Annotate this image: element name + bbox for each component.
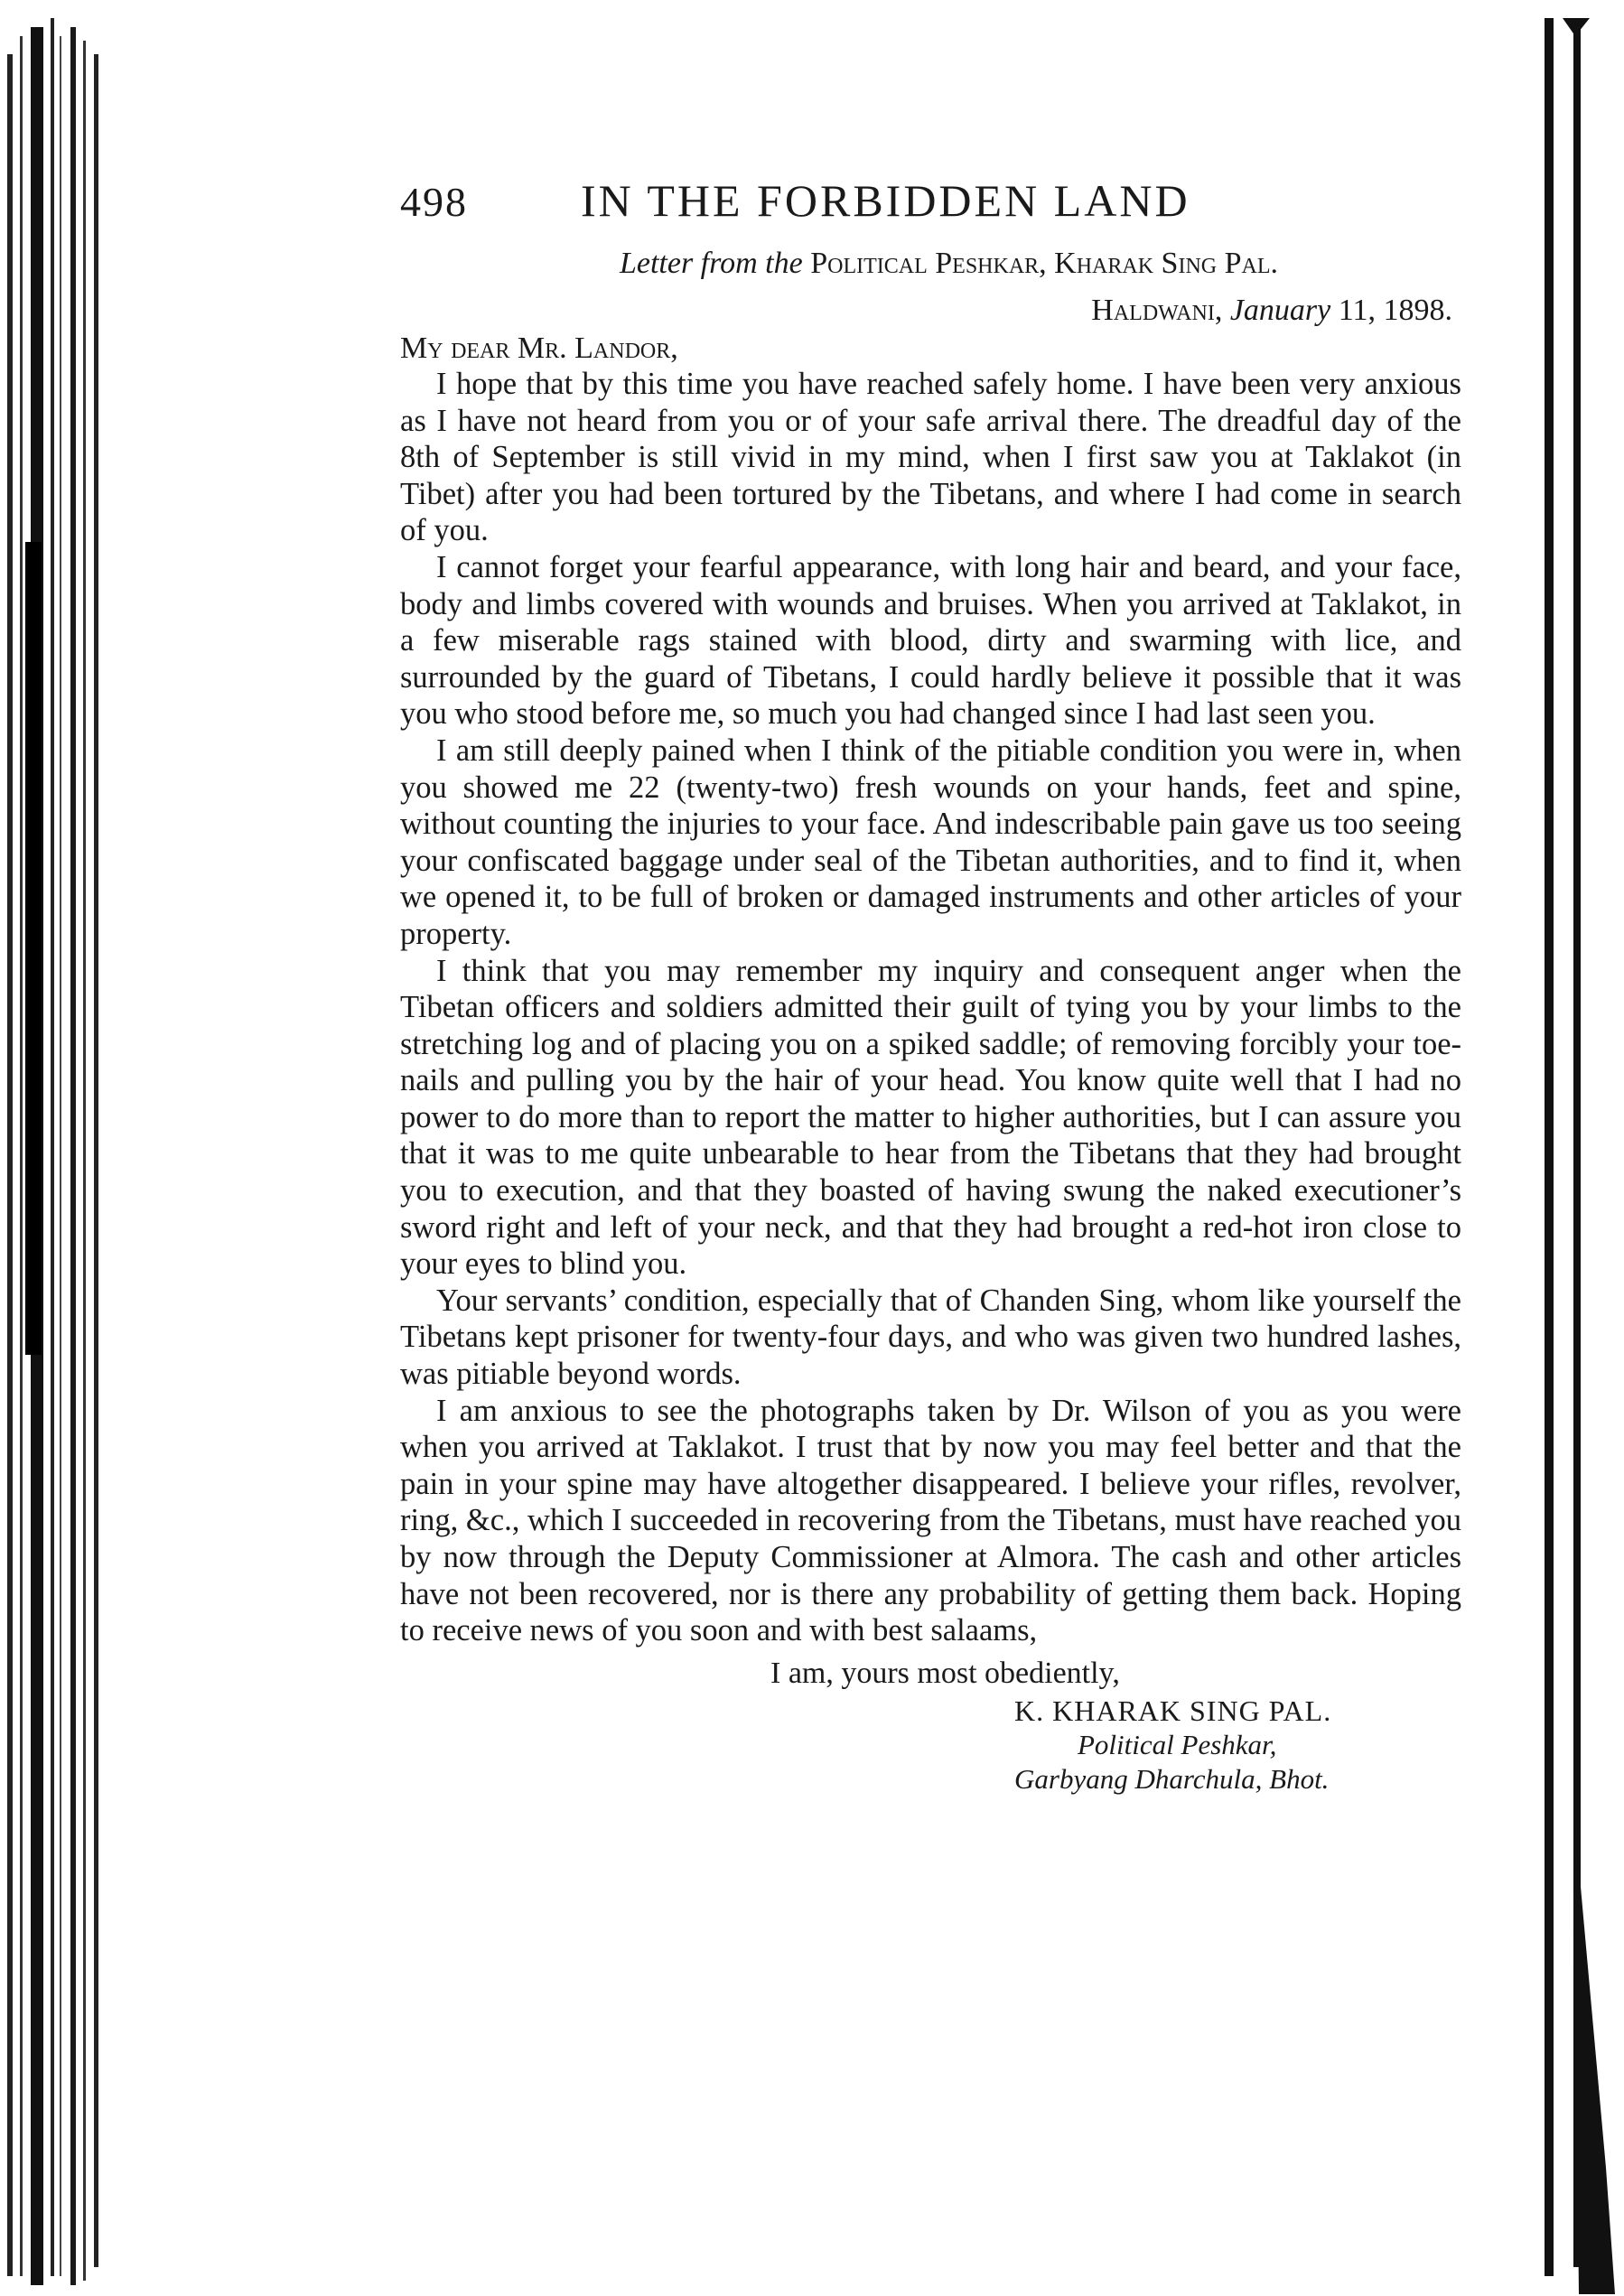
- signature-name: K. KHARAK SING PAL.: [1014, 1694, 1332, 1727]
- letter-heading-italic: Letter from the: [619, 247, 803, 280]
- dateline-day-year: 11, 1898.: [1338, 294, 1452, 327]
- signature-place: Garbyang Dharchula, Bhot.: [1014, 1762, 1330, 1795]
- salutation: My dear Mr. Landor,: [400, 331, 678, 365]
- paragraph: I think that you may remember my inquiry and consequent anger when the Tibetan officers and soldiers admitted their guilt of tying you by your limbs to the stretching log and of placing you on a spiked saddle; of removing forcibly your toe-nails and pulling you by the hair of your head. You know quite well that I had no power to do more than to report the matter to higher authorities, but I can assure you that it was to me quite unbearable to hear from the Tibetans that they had brought you to execution, and that they boasted of having swung the naked executioner’s sword right and left of your neck, and that they had brought a red-hot iron close to your eyes to blind you.: [400, 953, 1461, 1282]
- left-binding-edge: [0, 0, 122, 2296]
- signature-title: Political Peshkar,: [1078, 1728, 1277, 1760]
- closing: I am, yours most obediently,: [770, 1656, 1120, 1690]
- letter-heading: [400, 247, 1461, 281]
- right-binding-edge: [1543, 0, 1624, 2296]
- dateline: [400, 294, 1461, 328]
- letter-heading-author: Political Peshkar, Kharak Sing Pal.: [810, 247, 1279, 280]
- page-number: 498: [400, 179, 468, 225]
- paragraph: I am still deeply pained when I think of the pitiable condition you were in, when you showed me 22 (twenty-two) fresh wounds on your hands, feet and spine, without counting the injuries to your face. And indescribable pain gave us too seeing your confiscated baggage under seal of the Tibetan authorities, and to find it, when we opened it, to be full of broken or damaged instruments and other articles of your property.: [400, 733, 1461, 951]
- dateline-place: Haldwani,: [1091, 294, 1223, 327]
- letter-body: [400, 366, 1461, 1649]
- running-head: IN THE FORBIDDEN LAND: [581, 175, 1190, 226]
- paragraph: I cannot forget your fearful appearance, with long hair and beard, and your face, body and limbs covered with wounds and bruises. When you arrived at Taklakot, in a few miserable rags stained with blood, dirty and swarming with lice, and surrounded by the guard of Tibetans, I could hardly believe it possible that it was you who stood before me, so much you had changed since I had last seen you.: [400, 549, 1461, 732]
- dateline-month: January: [1229, 294, 1331, 327]
- page-header: [400, 167, 1461, 239]
- paragraph: Your servants’ condition, especially that of Chanden Sing, whom like yourself the Tibetans kept prisoner for twenty-four days, and who was given two hundred lashes, was pitiable beyond words.: [400, 1283, 1461, 1392]
- book-page: [400, 167, 1461, 1797]
- paragraph: I am anxious to see the photographs taken by Dr. Wilson of you as you were when you arrived at Taklakot. I trust that by now you may feel better and that the pain in your spine may have altogether disappeared. I believe your rifles, revolver, ring, &c., which I succeeded in recovering from the Tibetans, must have reached you by now through the Deputy Commissioner at Almora. The cash and other articles have not been recovered, nor is there any probability of getting them back. Hoping to receive news of you soon and with best salaams,: [400, 1393, 1461, 1648]
- paragraph: I hope that by this time you have reached safely home. I have been very anxious as I have not heard from you or of your safe arrival there. The dreadful day of the 8th of September is still vivid in my mind, when I first saw you at Taklakot (in Tibet) after you had been tortured by the Tibetans, and where I had come in search of you.: [400, 367, 1461, 548]
